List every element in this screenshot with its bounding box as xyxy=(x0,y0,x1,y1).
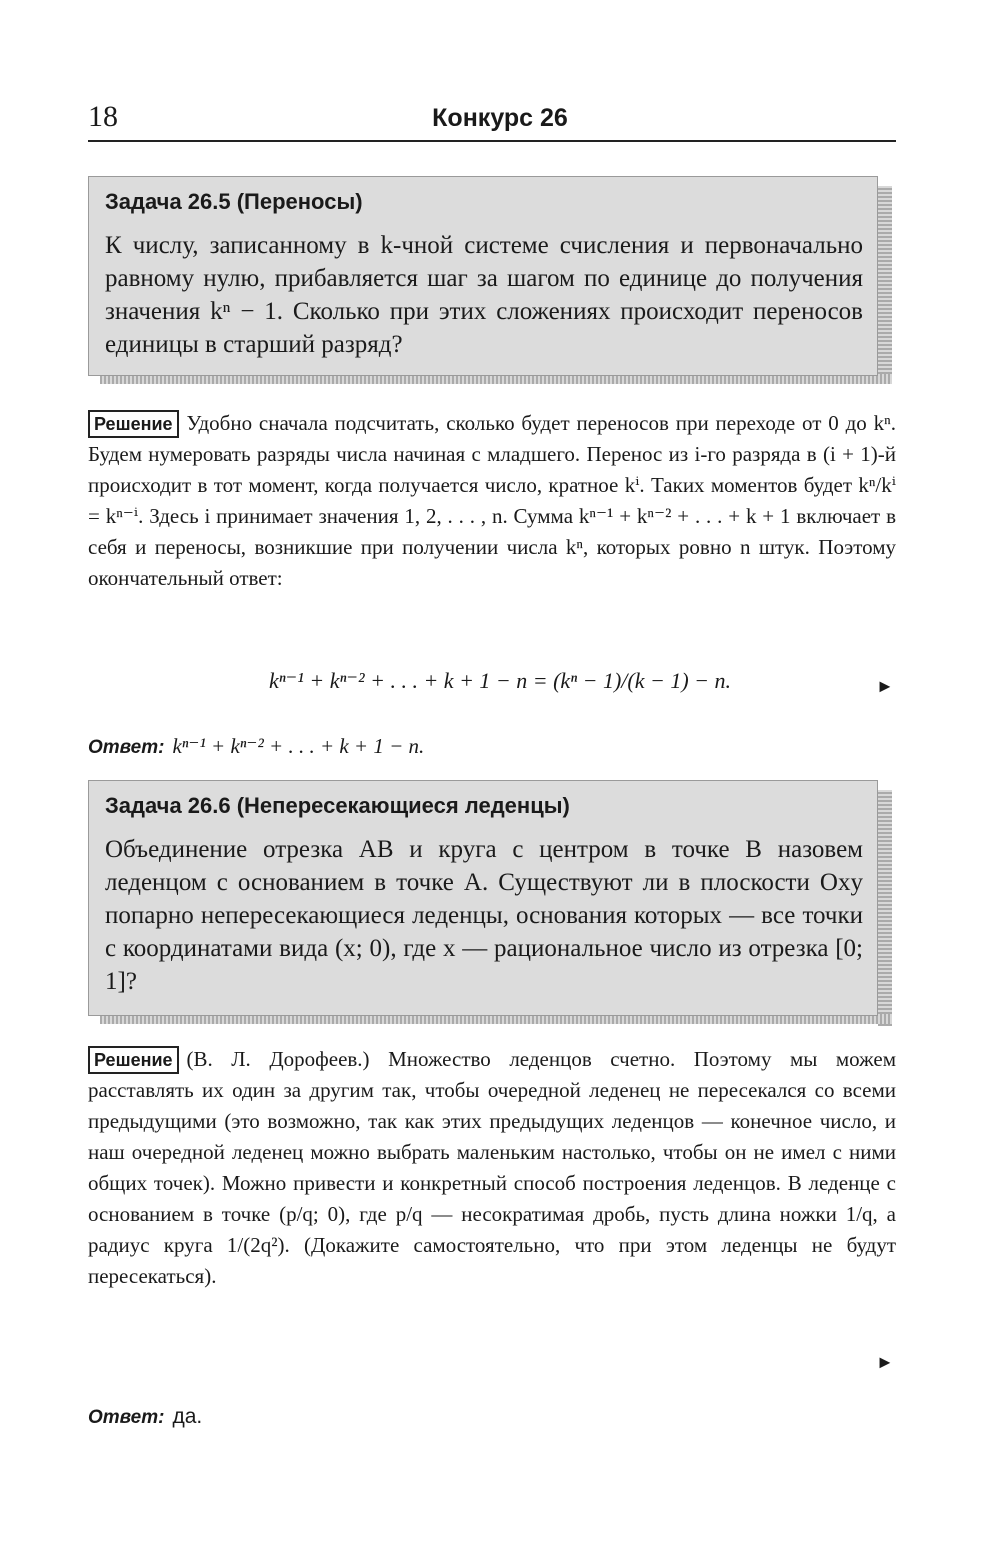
answer-label: Ответ: xyxy=(88,1407,165,1428)
solution-text: (В. Л. Дорофеев.) Множество леденцов счетно. Поэтому мы можем расставлять их один за другим так, чтобы очередной леденец не пересекался со всеми предыдущими (это возможно, так как этих предыдущих леденцов — конечное число, и наш очередной леденец можно выбрать маленьким настолько, чтобы он не имел с ними общих точек). Можно привести и конкретный способ построения леденцов. В леденце с основанием в точке (p/q; 0), где p/q — несократимая дробь, пусть длина ножки 1/q, а радиус круга 1/(2q²). (Докажите самостоятельно, что при этом леденцы не будут пересекаться). xyxy=(88,1047,896,1288)
answer-value: kⁿ⁻¹ + kⁿ⁻² + . . . + k + 1 − n. xyxy=(172,734,425,758)
problem-box-shadow xyxy=(878,790,892,1026)
problem-box-26-6 xyxy=(88,780,878,1016)
end-of-solution-icon: ► xyxy=(876,676,894,696)
end-of-solution-icon: ► xyxy=(876,1352,894,1372)
answer-line xyxy=(88,1404,202,1429)
solution-badge: Решение xyxy=(88,1046,179,1074)
solution-badge: Решение xyxy=(88,410,179,438)
problem-box-shadow xyxy=(878,186,892,382)
header-rule xyxy=(88,140,896,142)
answer-line xyxy=(88,734,424,759)
running-title: Конкурс 26 xyxy=(432,104,568,132)
problem-statement: Объединение отрезка AB и круга с центром в точке B назовем леденцом с основанием в точке A. Существуют ли в плоскости Oxy попарно непересекающиеся леденцы, основания которых — все точки с координатами вида (x; 0), где x — рациональное число из отрезка [0; 1]? xyxy=(105,836,863,995)
solution-block xyxy=(88,408,896,594)
answer-value: да. xyxy=(172,1405,203,1428)
final-formula: kⁿ⁻¹ + kⁿ⁻² + . . . + k + 1 − n = (kⁿ − 1)/(k − 1) − n. xyxy=(268,668,732,693)
answer-label: Ответ: xyxy=(88,737,165,758)
solution-block xyxy=(88,1044,896,1292)
problem-statement: К числу, записанному в k-чной системе счисления и первоначально равному нулю, прибавляется шаг за шагом по единице до получения значения kⁿ − 1. Сколько при этих сложениях происходит переносов единицы в старший разряд? xyxy=(105,232,863,358)
problem-title: Задача 26.6 (Непересекающиеся леденцы) xyxy=(105,793,570,818)
page-number: 18 xyxy=(88,100,118,133)
problem-title: Задача 26.5 (Переносы) xyxy=(105,189,363,214)
problem-box-26-5 xyxy=(88,176,878,376)
solution-text: Удобно сначала подсчитать, сколько будет переносов при переходе от 0 до kⁿ. Будем нумеровать разряды числа начиная с младшего. Перенос из i-го разряда в (i + 1)-й происходит в тот момент, когда получается число, кратное kⁱ. Таких моментов будет kⁿ/kⁱ = kⁿ⁻ⁱ. Здесь i принимает значения 1, 2, . . . , n. Сумма kⁿ⁻¹ + kⁿ⁻² + . . . + k + 1 включает в себя и переносы, возникшие при получении числа kⁿ, которых ровно n штук. Поэтому окончательный ответ: xyxy=(88,411,896,590)
